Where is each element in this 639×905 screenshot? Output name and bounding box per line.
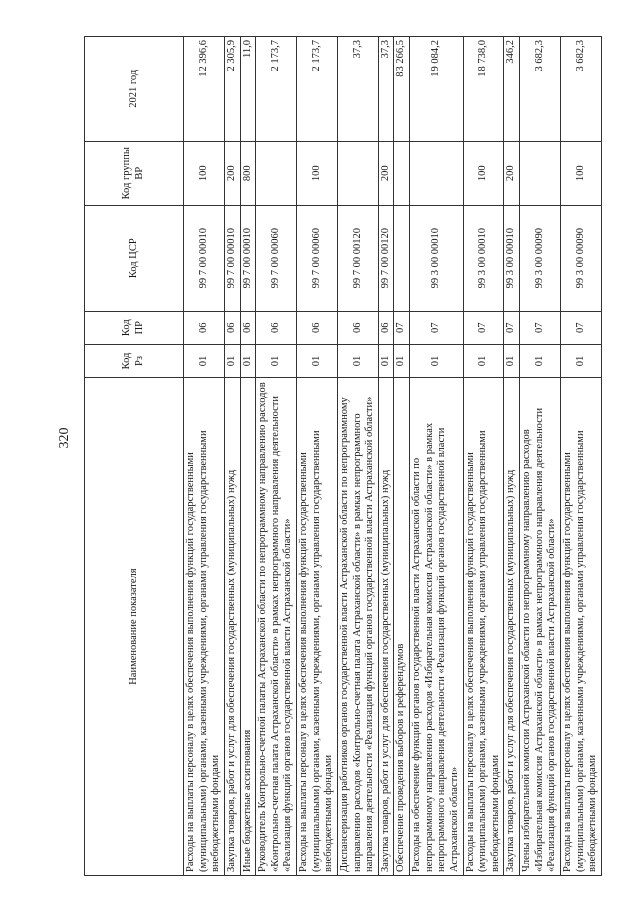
budget-table [84,36,602,876]
cell-vr [410,141,464,205]
table-row [410,37,464,876]
cell-csr: 99 3 00 00010 [504,205,520,311]
cell-vr [256,141,297,205]
cell-name: Иные бюджетные ассигнования [240,378,256,876]
cell-rz: 01 [560,344,601,377]
cell-rz: 01 [520,344,561,377]
cell-vr [337,141,378,205]
cell-vr: 200 [224,141,240,205]
cell-value: 12 396,6 [184,37,225,142]
cell-vr [394,141,410,205]
table-body [184,37,602,876]
cell-value: 19 084,2 [410,37,464,142]
cell-pr: 07 [463,311,504,344]
cell-rz: 01 [297,344,338,377]
cell-rz: 01 [240,344,256,377]
cell-csr: 99 7 00 00120 [337,205,378,311]
cell-pr: 07 [520,311,561,344]
cell-pr: 06 [184,311,225,344]
cell-csr: 99 7 00 00060 [297,205,338,311]
table-row [240,37,256,876]
cell-csr: 99 3 00 00090 [560,205,601,311]
cell-pr: 06 [378,311,394,344]
cell-name: Расходы на выплаты персоналу в целях обеспечения выполнения функций государственными (муниципальными) органами, казенными учреждениями, органами управления государственными внебюджетными фондами [184,378,225,876]
cell-pr: 06 [337,311,378,344]
cell-pr: 07 [560,311,601,344]
rotated-table-container [84,36,602,876]
header-year: 2021 год [85,37,184,142]
header-vr: Код группы ВР [85,141,184,205]
header-name: Наименование показателя [85,378,184,876]
page-number: 320 [57,427,72,449]
cell-rz: 01 [256,344,297,377]
header-row [85,37,184,876]
header-csr: Код ЦСР [85,205,184,311]
cell-name: Расходы на выплаты персоналу в целях обеспечения выполнения функций государственными (муниципальными) органами, казенными учреждениями, органами управления государственными внебюджетными фондами [297,378,338,876]
cell-csr: 99 7 00 00060 [256,205,297,311]
cell-name: Члены избирательной комиссии Астраханской области по непрограммному направлению расходов «Избирательная комиссия Астраханской области» в рамках непрограммного направления деятельности «Реализация функций органов государственной власти Астраханской области» [520,378,561,876]
cell-vr: 800 [240,141,256,205]
cell-name: Закупка товаров, работ и услуг для обеспечения государственных (муниципальных) нужд [504,378,520,876]
cell-rz: 01 [224,344,240,377]
table-row [378,37,394,876]
cell-rz: 01 [184,344,225,377]
cell-value: 11,0 [240,37,256,142]
cell-name: Расходы на выплаты персоналу в целях обеспечения выполнения функций государственными (муниципальными) органами, казенными учреждениями, органами управления государственными внебюджетными фондами [463,378,504,876]
cell-name: Расходы на выплаты персоналу в целях обеспечения выполнения функций государственными (муниципальными) органами, казенными учреждениями, органами управления государственными внебюджетными фондами [560,378,601,876]
cell-vr: 100 [184,141,225,205]
table-row [256,37,297,876]
cell-name: Закупка товаров, работ и услуг для обеспечения государственных (муниципальных) нужд [224,378,240,876]
table-row [560,37,601,876]
cell-value: 2 305,9 [224,37,240,142]
table-row [297,37,338,876]
cell-vr: 100 [297,141,338,205]
cell-pr: 06 [256,311,297,344]
cell-rz: 01 [394,344,410,377]
table-row [463,37,504,876]
cell-value: 83 266,5 [394,37,410,142]
cell-csr: 99 7 00 00010 [240,205,256,311]
cell-value: 346,2 [504,37,520,142]
cell-name: Закупка товаров, работ и услуг для обеспечения государственных (муниципальных) нужд [378,378,394,876]
cell-pr: 07 [410,311,464,344]
cell-csr: 99 3 00 00090 [520,205,561,311]
cell-vr: 200 [378,141,394,205]
cell-vr: 200 [504,141,520,205]
cell-csr [394,205,410,311]
header-rz: Код Рз [85,344,184,377]
cell-csr: 99 3 00 00010 [463,205,504,311]
cell-vr: 100 [560,141,601,205]
cell-value: 3 682,3 [560,37,601,142]
cell-rz: 01 [410,344,464,377]
cell-rz: 01 [378,344,394,377]
cell-pr: 06 [240,311,256,344]
cell-pr: 06 [224,311,240,344]
cell-csr: 99 7 00 00010 [224,205,240,311]
header-pr: Код ПР [85,311,184,344]
cell-value: 37,3 [378,37,394,142]
cell-value: 18 738,0 [463,37,504,142]
cell-rz: 01 [463,344,504,377]
cell-rz: 01 [504,344,520,377]
cell-name: Расходы на обеспечение функций органов государственной власти Астраханской области по непрограммному направлению расходов «Избирательная комиссия Астраханской области» в рамках непрограммного направления деятельности «Реализация функций органов государственной власти Астраханской области» [410,378,464,876]
cell-value: 3 682,3 [520,37,561,142]
cell-csr: 99 7 00 00120 [378,205,394,311]
cell-pr: 07 [504,311,520,344]
cell-vr: 100 [463,141,504,205]
cell-csr: 99 3 00 00010 [410,205,464,311]
cell-value: 2 173,7 [297,37,338,142]
cell-csr: 99 7 00 00010 [184,205,225,311]
cell-value: 2 173,7 [256,37,297,142]
cell-name: Обеспечение проведения выборов и референдумов [394,378,410,876]
table-row [224,37,240,876]
table-row [504,37,520,876]
cell-pr: 07 [394,311,410,344]
table-row [337,37,378,876]
table-row [184,37,225,876]
table-row [394,37,410,876]
cell-rz: 01 [337,344,378,377]
cell-pr: 06 [297,311,338,344]
table-row [520,37,561,876]
cell-vr [520,141,561,205]
cell-name: Руководитель Контрольно-счетной палаты Астраханской области по непрограммному направлению расходов «Контрольно-счетная палата Астраханской области» в рамках непрограммного направления деятельности «Реализация функций органов государственной власти Астраханской области» [256,378,297,876]
cell-value: 37,3 [337,37,378,142]
cell-name: Диспансеризация работников органов государственной власти Астраханской области по непрограммному направлению расходов «Контрольно-счетная палата Астраханской области» в рамках непрограммного направления деятельности «Реализация функций органов государственной власти Астраханской области» [337,378,378,876]
